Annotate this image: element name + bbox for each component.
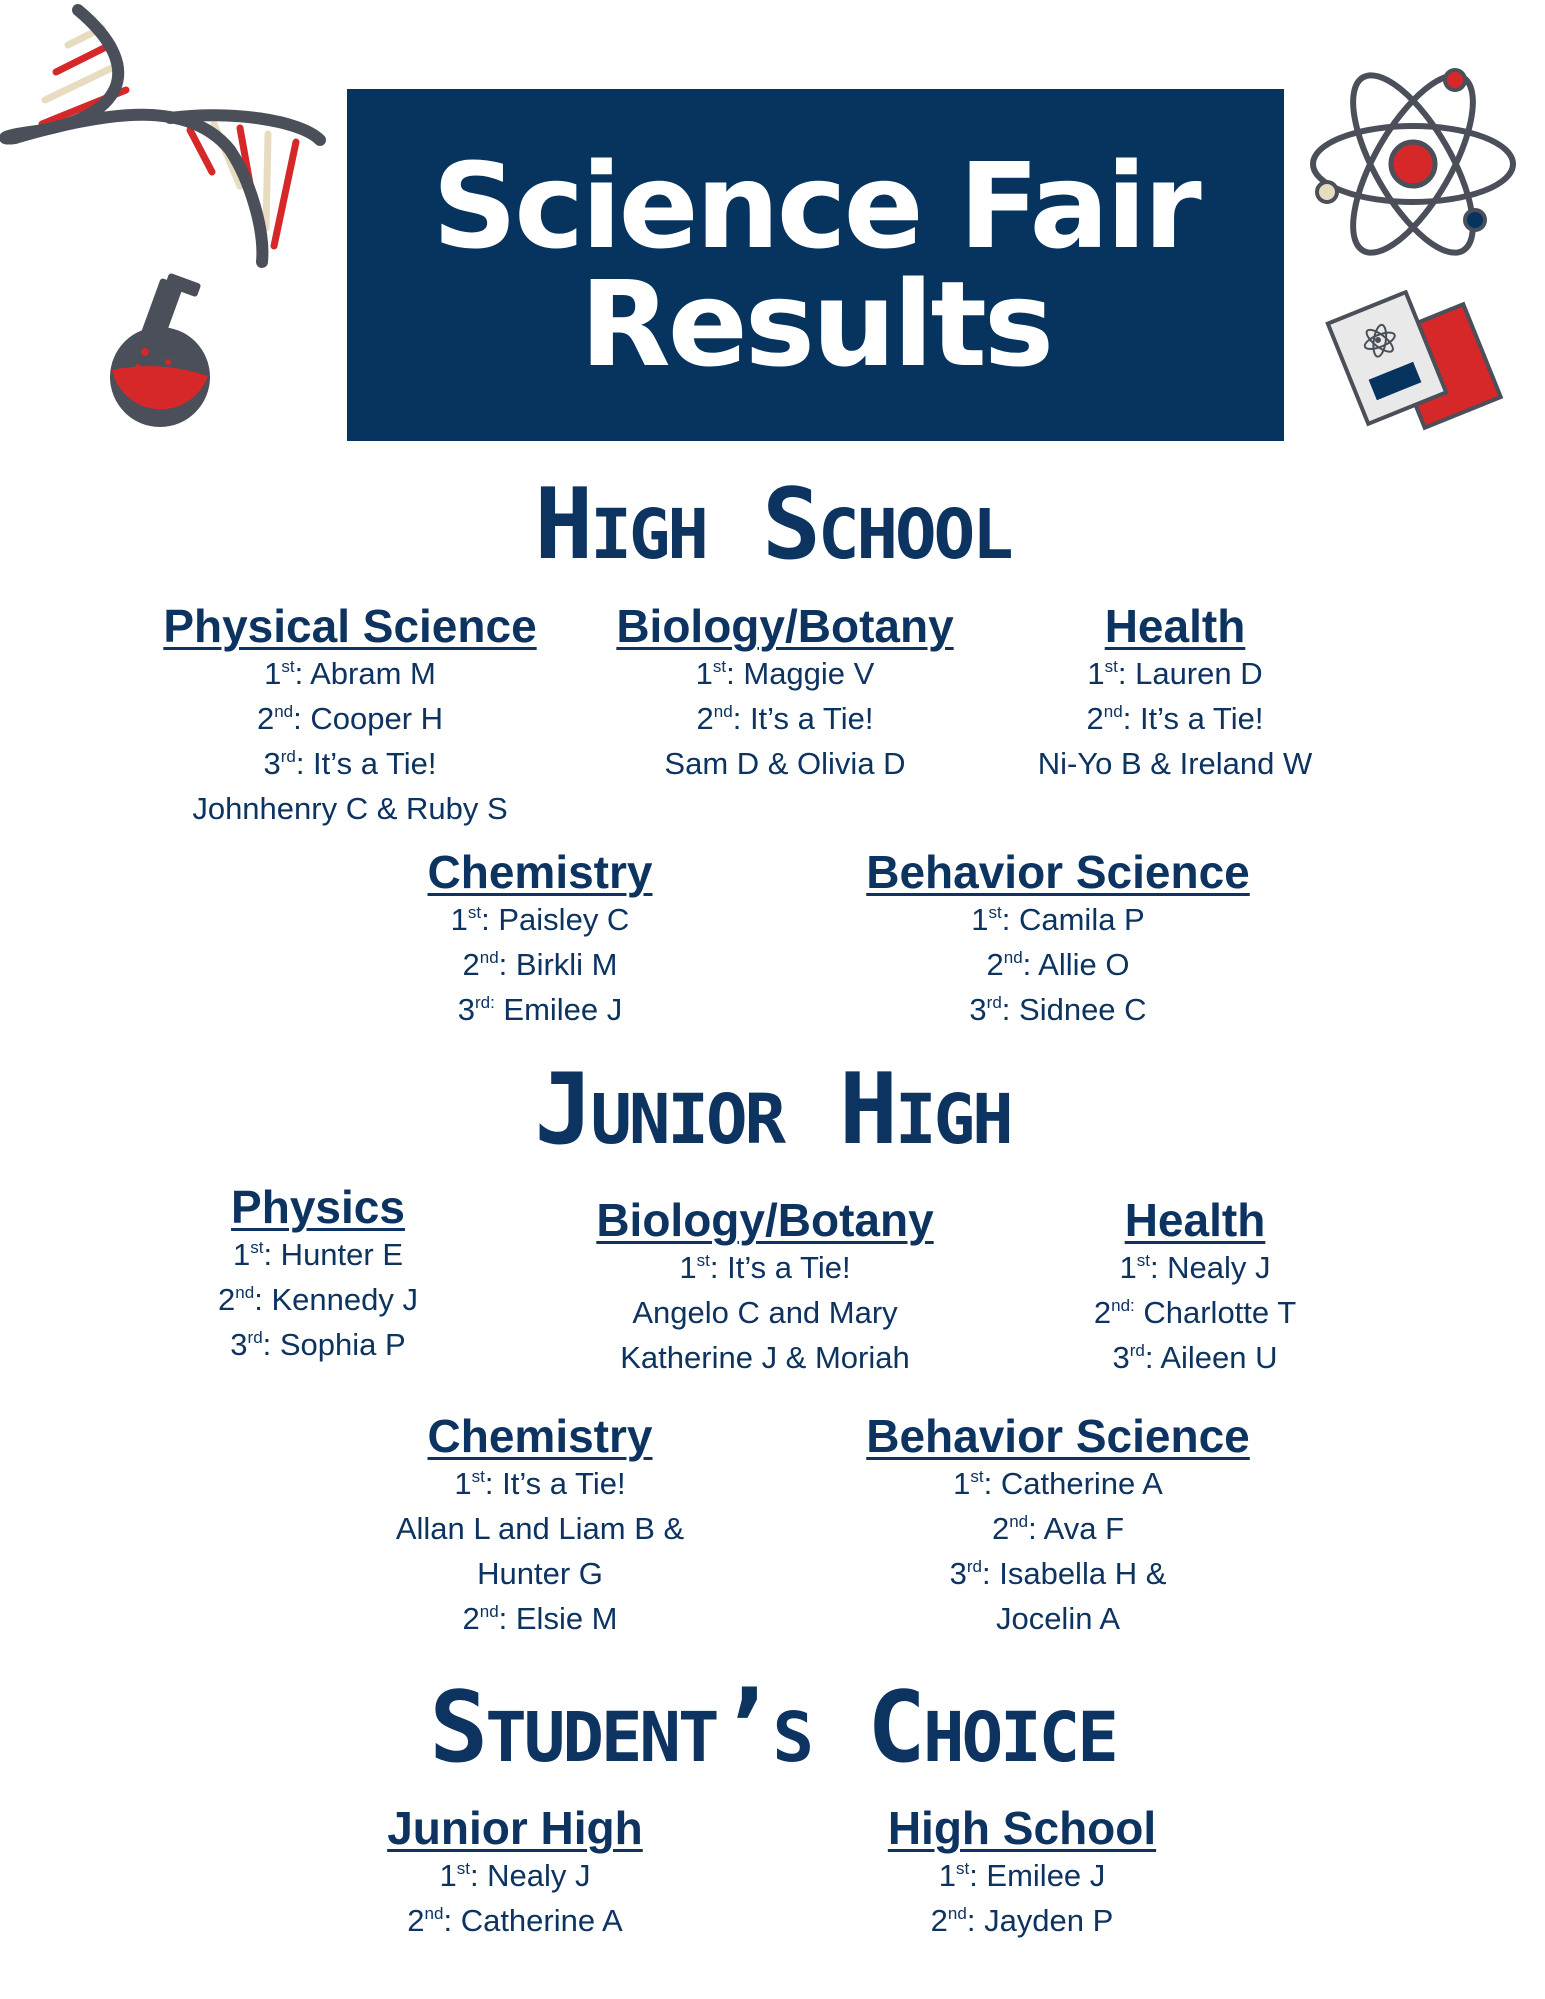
placement-line: 2nd: Allie O: [986, 947, 1130, 982]
placement-line: $2^{nd:}$ Charlotte T: [1093, 1295, 1297, 1330]
jh-behavior-science: [858, 1411, 1258, 1641]
category-title: Physical Science: [163, 600, 537, 652]
placement-line: Sam D & Olivia D: [664, 746, 906, 781]
category-title: Physics: [231, 1181, 405, 1233]
hs-physical-science: [150, 601, 550, 831]
placement-line: $3^{rd:}$ Emilee J: [457, 992, 623, 1027]
placement-line: 1st: Paisley C: [450, 902, 630, 937]
placement-line: 1st: It’s a Tie!: [679, 1250, 851, 1285]
flask-icon: [100, 272, 220, 432]
jh-chemistry: [340, 1411, 740, 1641]
placement-line: 2nd: Ava F: [991, 1511, 1125, 1546]
title-line-1: Science Fair: [432, 137, 1199, 275]
hs-chemistry: [340, 847, 740, 1032]
category-title: Biology/Botany: [596, 1194, 934, 1246]
placement-line: 2nd: Elsie M: [462, 1601, 618, 1636]
sc-junior-high: [315, 1803, 715, 1943]
placement-line: Hunter G: [477, 1556, 603, 1591]
jh-biology-botany: [565, 1195, 965, 1380]
category-title: Chemistry: [427, 1410, 653, 1462]
placement-line: 2nd: It’s a Tie!: [696, 701, 874, 736]
placement-line: 1st: Catherine A: [953, 1466, 1163, 1501]
science-book-icon: [1325, 290, 1515, 440]
placement-line: 1st: Maggie V: [695, 656, 875, 691]
placement-line: 1st: Emilee J: [938, 1858, 1106, 1893]
placement-line: Ni-Yo B & Ireland W: [1037, 746, 1313, 781]
category-title: Behavior Science: [866, 846, 1250, 898]
high-school-heading: High School: [534, 468, 1011, 582]
category-title: High School: [887, 1802, 1157, 1854]
junior-high-heading: Junior High: [534, 1053, 1011, 1167]
placement-line: 2nd: Birkli M: [462, 947, 618, 982]
hs-behavior-science: [858, 847, 1258, 1032]
placement-line: 1st: Abram M: [264, 656, 436, 691]
placement-line: Jocelin A: [995, 1601, 1121, 1636]
category-title: Chemistry: [427, 846, 653, 898]
sc-high-school: [822, 1803, 1222, 1943]
placement-line: 1st: Hunter E: [232, 1237, 404, 1272]
placement-line: 3rd: Aileen U: [1112, 1340, 1278, 1375]
dna-icon: [0, 0, 340, 270]
placement-line: Angelo C and Mary: [632, 1295, 898, 1330]
category-title: Health: [1104, 600, 1246, 652]
placement-line: Johnhenry C & Ruby S: [192, 791, 508, 826]
placement-line: 2nd: Catherine A: [407, 1903, 623, 1938]
placement-line: Allan L and Liam B &: [395, 1511, 685, 1546]
placement-line: 2nd: It’s a Tie!: [1086, 701, 1264, 736]
hs-biology-botany: [585, 601, 985, 786]
placement-line: 1st: Nealy J: [1119, 1250, 1271, 1285]
atom-icon: [1305, 62, 1525, 262]
placement-line: 2nd: Kennedy J: [218, 1282, 418, 1317]
placement-line: 1st: Camila P: [971, 902, 1145, 937]
placement-line: 1st: Nealy J: [439, 1858, 591, 1893]
jh-physics: [118, 1182, 518, 1367]
placement-line: 1st: It’s a Tie!: [454, 1466, 626, 1501]
category-title: Health: [1124, 1194, 1266, 1246]
category-title: Biology/Botany: [616, 600, 954, 652]
placement-line: Katherine J & Moriah: [620, 1340, 910, 1375]
jh-health: [995, 1195, 1395, 1380]
placement-line: 2nd: Jayden P: [930, 1903, 1114, 1938]
placement-line: 3rd: Isabella H &: [949, 1556, 1167, 1591]
hs-health: [975, 601, 1375, 786]
placement-line: 3rd: It’s a Tie!: [263, 746, 437, 781]
category-title: Junior High: [387, 1802, 643, 1854]
students-choice-heading: Student’s Choice: [429, 1671, 1116, 1785]
placement-line: 2nd: Cooper H: [256, 701, 444, 736]
placement-line: 3rd: Sidnee C: [969, 992, 1147, 1027]
placement-line: 3rd: Sophia P: [230, 1327, 406, 1362]
title-line-2: Results: [579, 255, 1052, 393]
category-title: Behavior Science: [866, 1410, 1250, 1462]
placement-line: 1st: Lauren D: [1087, 656, 1263, 691]
title-banner: [347, 89, 1284, 441]
